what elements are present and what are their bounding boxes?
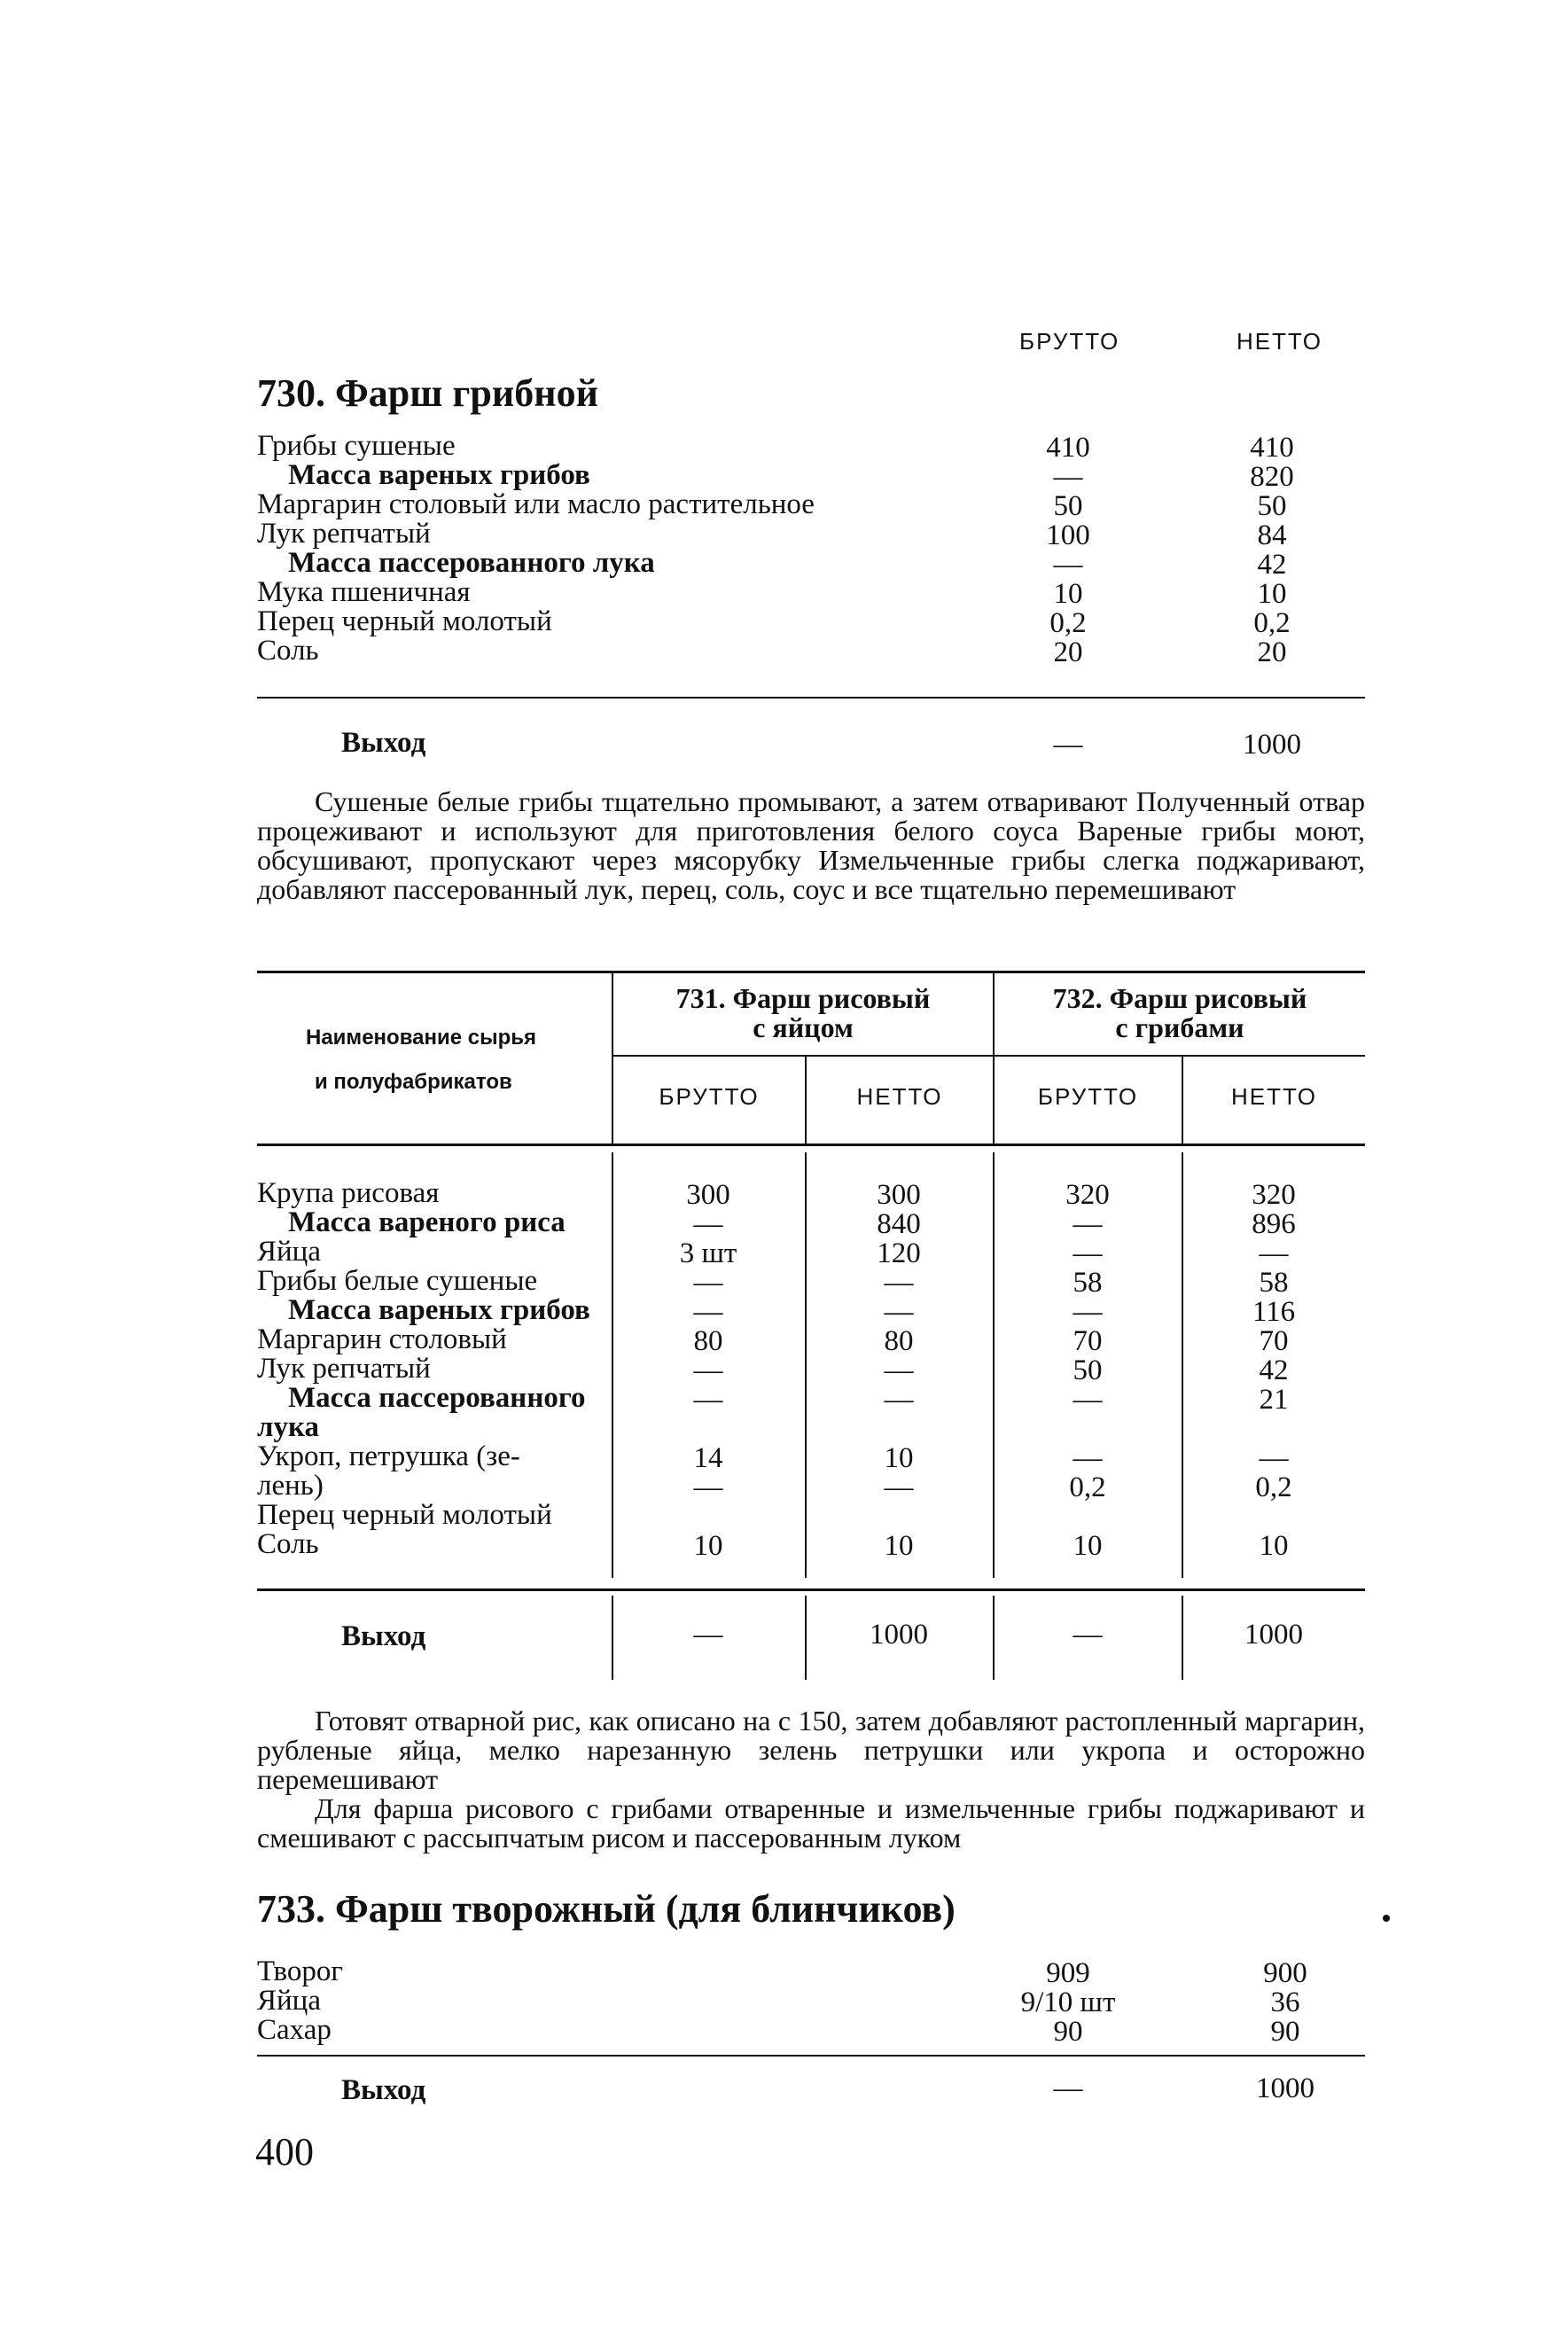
ingredient-netto: 10 (1257, 578, 1287, 610)
table-ingredient-name: Соль (257, 1528, 319, 1560)
table-cell-b: — (884, 1296, 914, 1328)
table-cell-c: 10 (1073, 1530, 1103, 1562)
col-header-brutto: БРУТТО (1019, 328, 1120, 355)
table-ingredient-name: Лук репчатый (257, 1353, 431, 1385)
yield-netto: 1000 (1243, 729, 1301, 761)
table-head-rule (257, 1143, 1365, 1146)
table-cell-c: 320 (1065, 1179, 1110, 1211)
ingredient-brutto: — (1053, 549, 1083, 581)
instructions-text: Сушеные белые грибы тщательно промывают, а затем отваривают Полученный отвар процеживают и используют для приготовления белого соуса Вареные грибы моют, обсушивают, пропускают через мясорубку Измельченные грибы слегка поджаривают, добавляют пассерованный лук, перец, соль, соус и все тщательно перемешивают (257, 785, 1365, 905)
table-cell-c: 70 (1073, 1325, 1103, 1357)
table-vline (805, 1152, 807, 1578)
table-cell-c: 50 (1073, 1354, 1103, 1386)
table-cell-a: — (693, 1354, 723, 1386)
ingredient-netto: 90 (1270, 2016, 1300, 2048)
table-cell-c: 0,2 (1069, 1471, 1106, 1503)
table-cell-d: — (1259, 1442, 1289, 1474)
ingredient-netto: 36 (1270, 1986, 1300, 2018)
table-ingredient-name: Грибы белые сушеные (257, 1265, 538, 1297)
table-cell-a: 10 (693, 1530, 723, 1562)
table-yield-c: — (1073, 1619, 1103, 1651)
table-ingredient-name: Масса пассерованного (288, 1382, 586, 1414)
table-cell-b: — (884, 1267, 914, 1299)
table-cell-b: 300 (877, 1179, 921, 1211)
table-cell-b: — (884, 1354, 914, 1386)
table-yield-b: 1000 (870, 1619, 928, 1651)
ingredient-name: Мука пшеничная (257, 576, 471, 608)
table-731-instructions (257, 1706, 1365, 1853)
table-cell-a: 14 (693, 1442, 723, 1474)
recipe-730-title: 730. Фарш грибной (257, 371, 598, 415)
ingredient-brutto: — (1053, 461, 1083, 493)
table-cell-d: 0,2 (1255, 1471, 1292, 1503)
table-cell-a: — (693, 1384, 723, 1416)
table-cell-b: 10 (884, 1530, 914, 1562)
recipe-733-title: 733. Фарш творожный (для блинчиков) (257, 1887, 956, 1931)
subheader-netto-731: НЕТТО (856, 1083, 943, 1110)
divider (257, 2055, 1365, 2057)
ingredient-netto: 820 (1250, 461, 1294, 493)
yield-label: Выход (341, 727, 426, 759)
header-732-line2: с грибами (1115, 1011, 1244, 1043)
ingredient-netto: 900 (1263, 1957, 1307, 1989)
ingredient-netto: 0,2 (1253, 607, 1291, 639)
table-cell-c: — (1073, 1208, 1103, 1240)
table-cell-c: — (1073, 1384, 1103, 1416)
yield-label-733: Выход (341, 2074, 426, 2106)
ingredient-name: Соль (257, 635, 319, 667)
ingredient-name: Маргарин столовый или масло растительное (257, 488, 815, 520)
ingredient-netto: 410 (1250, 432, 1294, 464)
table-vline (993, 1152, 995, 1578)
ingredient-name: Лук репчатый (257, 518, 431, 550)
table-yield-d: 1000 (1244, 1619, 1303, 1651)
divider (257, 697, 1365, 699)
table-cell-b: 840 (877, 1208, 921, 1240)
table-cell-d: 116 (1252, 1296, 1296, 1328)
ingredient-brutto: 410 (1046, 432, 1090, 464)
table-cell-a: — (693, 1208, 723, 1240)
table-vline (612, 1152, 613, 1578)
table-top-rule (257, 971, 1365, 973)
subheader-brutto-732: БРУТТО (1037, 1083, 1139, 1110)
table-vline (805, 1596, 807, 1680)
table-ingredient-name: Масса вареного риса (288, 1206, 566, 1238)
ingredient-name: Масса вареных грибов (288, 459, 590, 491)
page-number: 400 (255, 2130, 314, 2174)
ingredient-name: Творог (257, 1955, 343, 1987)
table-cell-a: — (693, 1471, 723, 1503)
yield-netto-733: 1000 (1256, 2072, 1314, 2104)
ingredient-name: Сахар (257, 2014, 332, 2046)
table-cell-a: — (693, 1296, 723, 1328)
table-bottom-rule (257, 1588, 1365, 1591)
table-cell-d: 21 (1259, 1384, 1289, 1416)
table-ingredient-name: Маргарин столовый (257, 1323, 507, 1355)
table-cell-d: 10 (1259, 1530, 1289, 1562)
table-vline (1182, 1596, 1183, 1680)
ingredient-brutto: 10 (1053, 578, 1083, 610)
subheader-brutto-731: БРУТТО (659, 1083, 760, 1110)
ingredient-brutto: 9/10 шт (1020, 1986, 1116, 2018)
ingredient-brutto: 50 (1053, 490, 1083, 522)
col-name-header-2: и полуфабрикатов (315, 1070, 512, 1094)
table-ingredient-name: Яйца (257, 1236, 321, 1268)
table-cell-b: — (884, 1471, 914, 1503)
ingredient-brutto: 100 (1046, 519, 1090, 551)
table-cell-a: 300 (686, 1179, 730, 1211)
table-ingredient-name: Крупа рисовая (257, 1177, 440, 1209)
recipe-730-instructions (257, 787, 1365, 904)
table-cell-c: — (1073, 1296, 1103, 1328)
header-731 (613, 984, 993, 1042)
table-subhead-rule (612, 1055, 1365, 1057)
ingredient-brutto: 0,2 (1049, 607, 1087, 639)
ingredient-netto: 84 (1257, 519, 1287, 551)
ingredient-name: Грибы сушеные (257, 430, 456, 462)
ingredient-brutto: 90 (1053, 2016, 1083, 2048)
table-ingredient-name: лука (257, 1411, 320, 1443)
instructions-text-2: Для фарша рисового с грибами отваренные и измельченные грибы поджаривают и смешивают с рассыпчатым рисом и пассерованным луком (257, 1792, 1365, 1854)
table-cell-c: 58 (1073, 1267, 1103, 1299)
table-cell-a: — (693, 1267, 723, 1299)
ingredient-netto: 42 (1257, 549, 1287, 581)
table-cell-a: 80 (693, 1325, 723, 1357)
table-cell-c: — (1073, 1237, 1103, 1269)
ink-dot (1383, 1915, 1390, 1922)
ingredient-brutto: 20 (1053, 636, 1083, 668)
table-ingredient-name: лень) (257, 1470, 324, 1502)
col-name-header-1: Наименование сырья (306, 1026, 537, 1050)
ingredient-name: Перец черный молотый (257, 605, 552, 637)
table-cell-b: 10 (884, 1442, 914, 1474)
header-732-line1: 732. Фарш рисовый (1052, 982, 1307, 1014)
table-cell-d: 58 (1259, 1267, 1289, 1299)
yield-brutto-733: — (1053, 2072, 1083, 2104)
ingredient-netto: 50 (1257, 490, 1287, 522)
table-vline (612, 1596, 613, 1680)
col-header-netto: НЕТТО (1236, 328, 1322, 355)
ingredient-name: Яйца (257, 1985, 321, 2017)
ingredient-name: Масса пассерованного лука (288, 547, 655, 579)
table-ingredient-name: Перец черный молотый (257, 1499, 552, 1531)
instructions-text-1: Готовят отварной рис, как описано на с 150, затем добавляют растопленный маргарин, рубленые яйца, мелко нарезанную зелень петрушки или укропа и осторожно перемешивают (257, 1705, 1365, 1795)
table-cell-a: 3 шт (679, 1237, 737, 1269)
table-cell-b: — (884, 1384, 914, 1416)
ingredient-brutto: 909 (1046, 1957, 1090, 1989)
table-cell-d: 42 (1259, 1354, 1289, 1386)
header-732 (995, 984, 1365, 1042)
subheader-netto-732: НЕТТО (1231, 1083, 1317, 1110)
header-731-line2: с яйцом (753, 1011, 854, 1043)
header-731-line1: 731. Фарш рисовый (675, 982, 931, 1014)
yield-brutto: — (1053, 729, 1083, 761)
table-cell-d: — (1259, 1237, 1289, 1269)
table-cell-b: 80 (884, 1325, 914, 1357)
table-yield-label: Выход (341, 1620, 426, 1652)
table-cell-d: 896 (1252, 1208, 1296, 1240)
table-vline (993, 1596, 995, 1680)
table-yield-a: — (693, 1619, 723, 1651)
table-cell-b: 120 (877, 1237, 921, 1269)
table-ingredient-name: Укроп, петрушка (зе- (257, 1440, 520, 1472)
table-cell-c: — (1073, 1442, 1103, 1474)
table-cell-d: 320 (1252, 1179, 1296, 1211)
table-cell-d: 70 (1259, 1325, 1289, 1357)
table-vline (1182, 1152, 1183, 1578)
ingredient-netto: 20 (1257, 636, 1287, 668)
table-ingredient-name: Масса вареных грибов (288, 1294, 590, 1326)
